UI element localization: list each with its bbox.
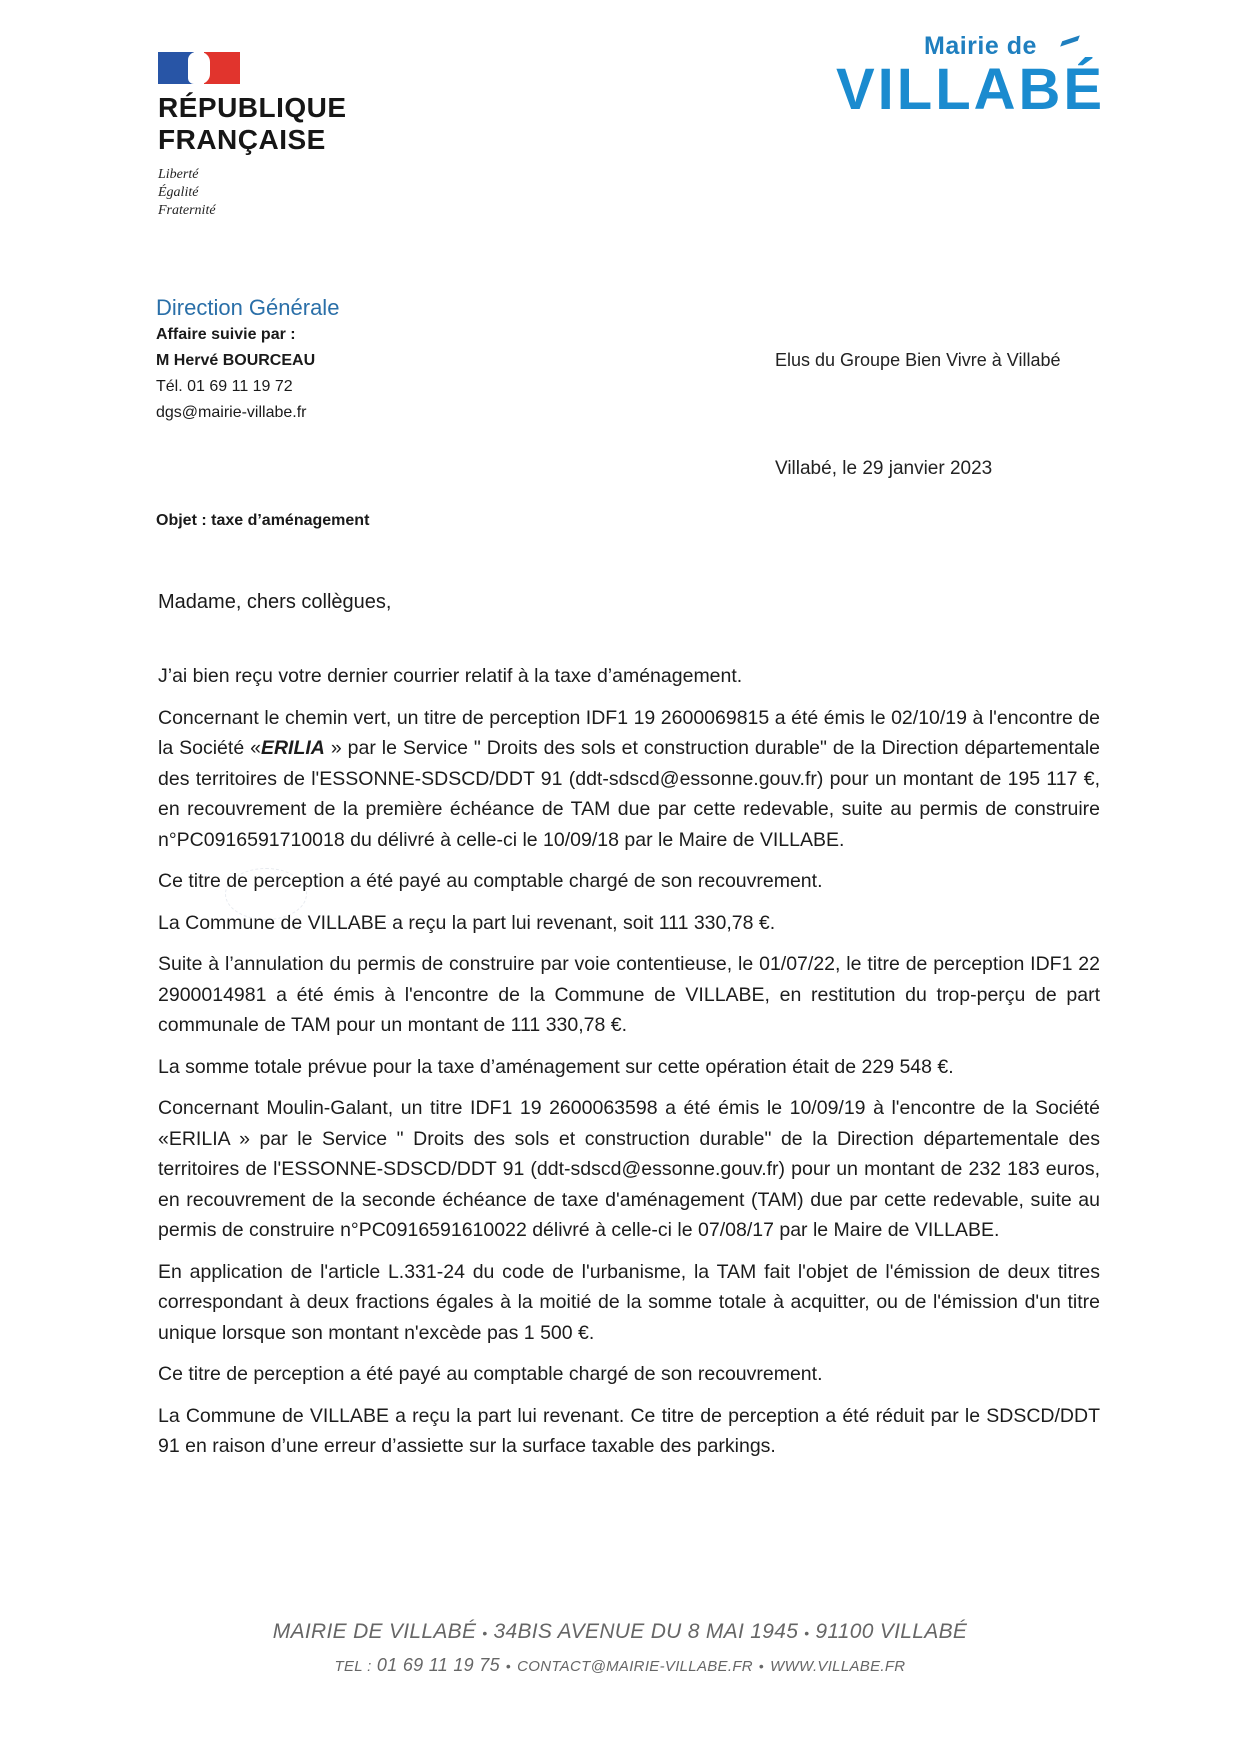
republique-francaise-block xyxy=(158,52,388,220)
paragraph: Concernant Moulin-Galant, un titre IDF1 19 2600063598 a été émis le 10/09/19 à l'encontre de la Société «ERILIA » par le Service " Droits des sols et construction durable" de la Direction départementale des territoires de l'ESSONNE-SDSCD/DDT 91 (ddt-sdscd@essonne.gouv.fr) pour un montant de 232 183 euros, en recouvrement de la seconde échéance de taxe d'aménagement (TAM) due par cette redevable, suite au permis de construire n°PC0916591610022 délivré à celle-ci le 07/08/17 par le Maire de VILLABE. xyxy=(158,1097,1100,1241)
paragraph: La Commune de VILLABE a reçu la part lui revenant, soit 111 330,78 €. xyxy=(158,911,776,934)
paragraph: La somme totale prévue pour la taxe d’aménagement sur cette opération était de 229 548 €. xyxy=(158,1055,954,1078)
paragraph: Suite à l’annulation du permis de construire par voie contentieuse, le 01/07/22, le titre de perception IDF1 22 2900014981 a été émis à l'encontre de la Commune de VILLABE, en restitution du trop-perçu de part communale de TAM pour un montant de 111 330,78 €. xyxy=(158,953,1100,1036)
followed-by-label: Affaire suivie par : xyxy=(156,326,296,343)
footer-email-link[interactable]: CONTACT@MAIRIE-VILLABE.FR xyxy=(517,1658,753,1675)
sender-email: dgs@mairie-villabe.fr xyxy=(156,404,307,421)
footer-contact: TEL : 01 69 11 19 75 • CONTACT@MAIRIE-VILLABE.FR • WWW.VILLABE.FR xyxy=(334,1655,906,1675)
bullet-icon: • xyxy=(804,1625,810,1641)
paragraph: En application de l'article L.331-24 du code de l'urbanisme, la TAM fait l'objet de l'émission de deux titres correspondant à deux fractions égales à la moitié de la somme totale à acquitter, ou de l'émission d'un titre unique lorsque son montant n'excède pas 1 500 €. xyxy=(158,1260,1100,1344)
paragraph: J’ai bien reçu votre dernier courrier relatif à la taxe d’aménagement. xyxy=(158,665,743,687)
mairie-villabe-logo xyxy=(830,30,1106,122)
paragraph: Concernant le chemin vert, un titre de perception IDF1 19 2600069815 a été émis le 02/10/19 à l'encontre de la Société «ERILIA » par le Service " Droits des sols et construction durable" de la Direction départementale des territoires de l'ESSONNE-SDSCD/DDT 91 (ddt-sdscd@essonne.gouv.fr) pour un montant de 195 117 €, en recouvrement de la première échéance de TAM due par cette redevable, suite au permis de construire n°PC0916591710018 du délivré à celle-ci le 10/09/18 par le Maire de VILLABE. xyxy=(158,706,1100,851)
company-name: ERILIA xyxy=(260,737,325,759)
logo-main-text: VILLABÉ xyxy=(836,57,1106,122)
bullet-icon: • xyxy=(505,1658,512,1674)
recipient: Elus du Groupe Bien Vivre à Villabé xyxy=(775,350,1061,370)
rf-motto: Liberté Égalité Fraternité xyxy=(158,167,216,218)
letter-date: Villabé, le 29 janvier 2023 xyxy=(775,458,993,479)
footer-website-link[interactable]: WWW.VILLABE.FR xyxy=(770,1658,906,1675)
subject-line: Objet : taxe d’aménagement xyxy=(156,512,370,529)
sender-name: M Hervé BOURCEAU xyxy=(156,352,316,369)
bullet-icon: • xyxy=(482,1625,488,1641)
rf-title: RÉPUBLIQUE FRANÇAISE xyxy=(158,92,347,155)
bullet-icon: • xyxy=(758,1658,765,1674)
sender-phone: Tél. 01 69 11 19 72 xyxy=(156,378,293,395)
footer-address: MAIRIE DE VILLABÉ • 34BIS AVENUE DU 8 MAI 1945 • 91100 VILLABÉ xyxy=(272,1620,968,1643)
marianne-flag-icon xyxy=(158,52,240,84)
logo-accent-icon xyxy=(1060,35,1080,46)
greeting: Madame, chers collègues, xyxy=(158,591,392,613)
letter-body xyxy=(158,661,1100,1473)
footer-phone: 01 69 11 19 75 xyxy=(376,1655,500,1675)
paragraph: Ce titre de perception a été payé au comptable chargé de son recouvrement. xyxy=(158,1363,823,1385)
paragraph: Ce titre de perception a été payé au comptable chargé de son recouvrement. xyxy=(158,870,823,892)
logo-top-text: Mairie de xyxy=(924,32,1037,60)
department: Direction Générale xyxy=(156,295,340,320)
sender-block xyxy=(156,294,339,426)
paragraph: La Commune de VILLABE a reçu la part lui revenant. Ce titre de perception a été réduit par le SDSCD/DDT 91 en raison d’une erreur d’assiette sur la surface taxable des parkings. xyxy=(158,1404,1100,1457)
